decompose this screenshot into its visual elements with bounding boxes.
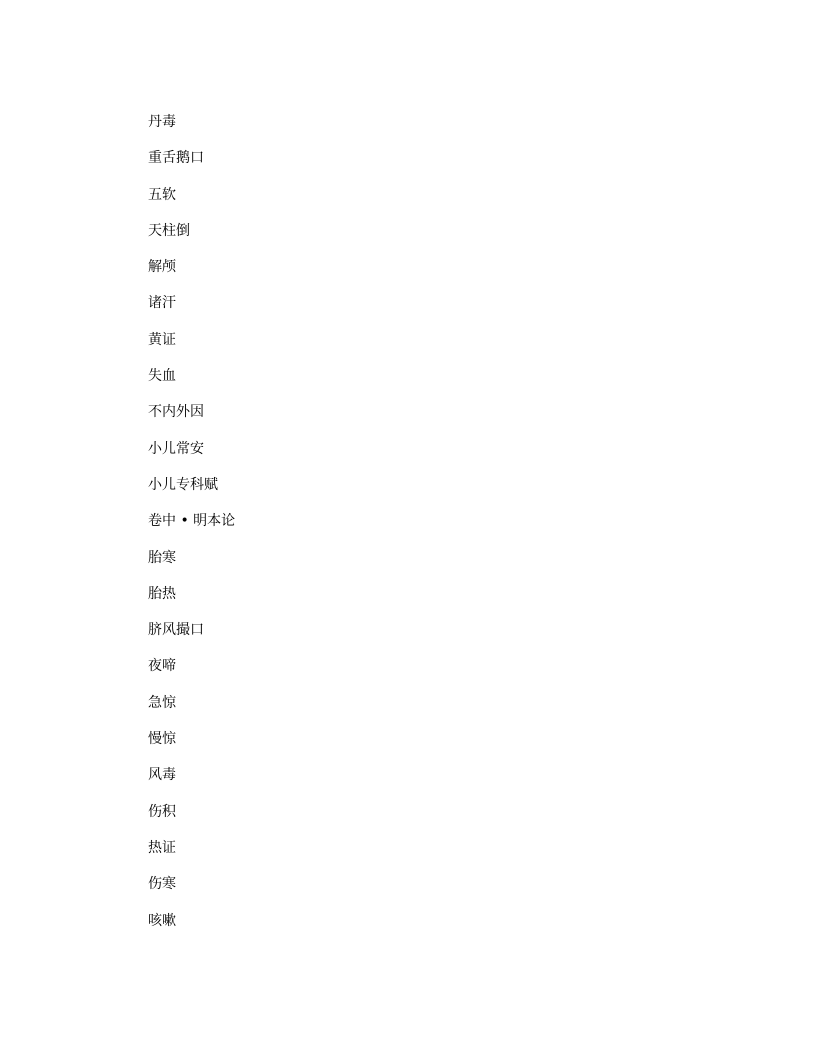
section-heading: 卷中 • 明本论 [148,513,236,530]
contents-entry: 丹毒 [148,114,176,130]
contents-entry: 解颅 [148,259,176,276]
contents-entry: 小儿常安 [148,440,204,457]
contents-entry: 胎热 [148,585,176,602]
contents-list [148,112,235,947]
contents-entry: 热证 [148,839,176,856]
contents-entry: 急惊 [148,694,176,711]
contents-entry: 慢惊 [148,731,176,748]
contents-entry: 伤寒 [148,876,176,893]
contents-entry: 重舌鹅口 [148,150,204,167]
contents-entry: 小儿专科赋 [148,476,218,493]
contents-entry: 伤积 [148,803,176,820]
contents-entry: 脐风撮口 [148,622,204,639]
contents-entry: 失血 [148,368,176,385]
contents-entry: 夜啼 [148,658,176,675]
contents-entry: 天柱倒 [148,222,190,239]
contents-entry: 不内外因 [148,404,204,421]
contents-entry: 咳嗽 [148,912,176,929]
contents-entry: 诸汗 [148,295,176,312]
contents-entry: 风毒 [148,767,176,784]
contents-entry: 五软 [148,186,176,203]
contents-entry: 黄证 [148,331,176,348]
contents-entry: 胎寒 [148,549,176,566]
